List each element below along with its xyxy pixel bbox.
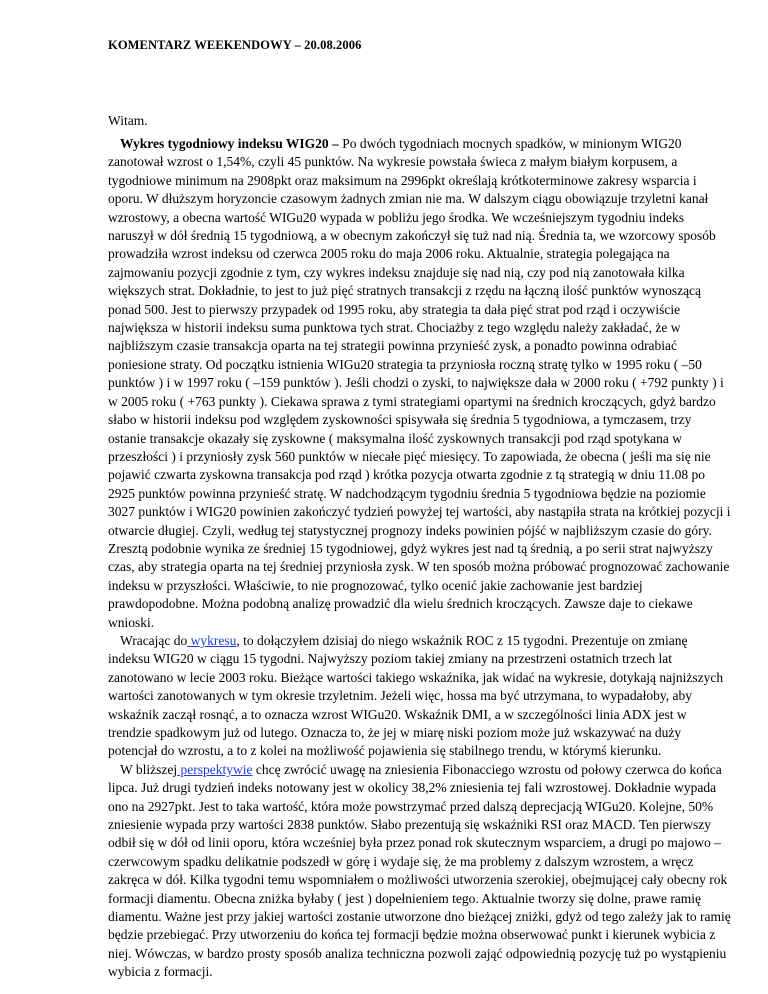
paragraph-text: Wracając do [120, 632, 188, 648]
paragraph-text: , to dołączyłem dzisiaj do niego wskaźnik ROC z 15 tygodni. Prezentuje on zmianę indeksu WIG20 w ciągu 15 tygodni. Najwyższy poziom takiej zmiany na przestrzeni ostatnich trzech lat zanotowano w lecie 2003 roku. Bieżące wartości takiego wskaźnika, jak widać na wykresie, dotykają najniższych wartości zanotowanych w tym okresie trzyletnim. Jeżeli więc, hossa ma być utrzymana, to wypadałoby, aby wskaźnik zaczął rosnąć, a to oznacza wzrost WIGu20. Wskaźnik DMI, a w szczególności linia ADX jest w trendzie spadkowym już od lutego. Oznacza to, że jej w miarę niski poziom może już wskazywać na duży potencjał do wzrostu, a to z kolei na możliwość pojawienia się stabilnego trendu, w którymś kierunku. [108, 632, 724, 759]
paragraph-text: W bliższej [120, 761, 178, 777]
greeting: Witam. [108, 113, 148, 128]
chart-link[interactable]: wykresu [187, 632, 237, 648]
document-body [108, 135, 732, 982]
document-title: KOMENTARZ WEEKENDOWY – 20.08.2006 [108, 38, 362, 52]
paragraph-chart-indicators [108, 632, 732, 761]
paragraph-text: chcę zwrócić uwagę na zniesienia Fibonacciego wzrostu od połowy czerwca do końca lipca. Już drugi tydzień indeks notowany jest w okolicy 38,2% zniesienia tej fali wzrostowej. Dokładnie wypada ono na 2927pkt. Jest to taka wartość, która może powstrzymać przed dalszą deprecjacją WIGu20. Kolejne, 50% zniesienie wypada przy wartości 2838 punktów. Słabo prezentują się wskaźniki RSI oraz MACD. Ten pierwszy odbił się w dół od linii oporu, która wcześniej była przez ponad rok skutecznym wsparciem, a drugi po majowo – czerwcowym spadku delikatnie podszedł w górę i wydaje się, że ma problemy z dalszym wzrostem, a wręcz zakręca w dół. Kilka tygodni temu wspomniałem o możliwości utworzenia szerokiej, obejmującej cały obecny rok formacji diamentu. Obecna zniżka byłaby ( jest ) dopełnieniem tego. Aktualnie tworzy się dolne, prawe ramię diamentu. Ważne jest przy jakiej wartości zostanie utworzone dno bieżącej zniżki, gdyż od tego zależy jak to ramię będzie przebiegać. Przy utworzeniu do końca tej formacji będzie można obserwować punkt i kierunek wybicia z niej. Wówczas, w bardzo prosty sposób analiza techniczna pozwoli zająć odpowiednią pozycję tuż po wystąpieniu wybicia z formacji. [108, 761, 731, 980]
paragraph-text: Po dwóch tygodniach mocnych spadków, w minionym WIG20 zanotował wzrost o 1,54%, czyli 45 punktów. Na wykresie powstała świeca z małym białym korpusem, a tygodniowe minimum na 2908pkt oraz maksimum na 2996pkt określają krótkoterminowe zakresy wsparcia i oporu. W dłuższym horyzoncie czasowym żadnych zmian nie ma. W dalszym ciągu obowiązuje trzyletni kanał wzrostowy, a obecna wartość WIGu20 wypada w pobliżu jego środka. We wcześniejszym tygodniu indeks naruszył w dół średnią 15 tygodniową, a w obecnym zakończył się tuż nad nią. Średnia ta, we wzorcowy sposób prowadziła wzrost indeksu od czerwca 2005 roku do maja 2006 roku. Aktualnie, strategia polegająca na zajmowaniu pozycji zgodnie z tym, czy wykres indeksu znajduje się nad nią, czy pod nią zanotowała kilka większych strat. Dokładnie, to jest to już pięć stratnych transakcji z rzędu na łączną ilość punktów wynoszącą ponad 500. Jest to pierwszy przypadek od 1995 roku, aby strategia ta dała pięć strat pod rząd i oczywiście największa w historii indeksu suma punktowa tych strat. Chociażby z tego względu należy zakładać, że w najbliższym czasie transakcja oparta na tej strategii powinna przynieść zysk, a ponadto powinna odrabiać poniesione straty. Od początku istnienia WIGu20 strategia ta przyniosła roczną stratę tylko w 1995 roku ( –50 punktów ) i w 1997 roku ( –159 punktów ). Jeśli chodzi o zyski, to największe dała w 2000 roku ( +792 punkty ) i w 2005 roku ( +763 punkty ). Ciekawa sprawa z tymi strategiami opartymi na średnich kroczących, gdyż bardzo słabo w historii indeksu pod względem zyskowności spisywała się średnia 5 tygodniowa, a tymczasem, trzy ostanie transakcje okazały się zyskowne ( maksymalna ilość zyskownych transakcji pod rząd spotykana w przeszłości ) i przyniosły zysk 560 punktów w niecałe pięć miesięcy. To zapowiada, że obecna ( jeśli ma się nie pojawić czwarta zyskowna transakcja pod rząd ) krótka pozycja otwarta zgodnie z tą strategią w dniu 11.08 po 2925 punktów powinna przynieść stratę. W nadchodzącym tygodniu średnia 5 tygodniowa będzie na poziomie 3027 punktów i WIG20 powinien zakończyć tydzień powyżej tej wartości, aby nastąpiła strata na krótkiej pozycji i otwarcie długiej. Czyli, według tej statystycznej prognozy indeks powinien pójść w najbliższym czasie do góry. Zresztą podobnie wynika ze średniej 15 tygodniowej, gdyż wykres jest nad tą średnią, a po serii strat najwyższy czas, aby strategia oparta na tej średniej przyniosła zysk. W ten sposób można próbować prognozować zachowanie indeksu w przyszłości. Właściwie, to nie prognozować, tylko ocenić jakie zachowanie jest bardziej prawdopodobne. Można podobną analizę prowadzić dla wielu średnich kroczących. Zawsze daje to ciekawe wnioski. [108, 136, 731, 630]
perspective-link[interactable]: perspektywie [177, 761, 253, 777]
paragraph-perspective [108, 761, 732, 982]
paragraph-weekly-chart [108, 135, 732, 632]
paragraph-lead: Wykres tygodniowy indeksu WIG20 – [120, 136, 339, 151]
